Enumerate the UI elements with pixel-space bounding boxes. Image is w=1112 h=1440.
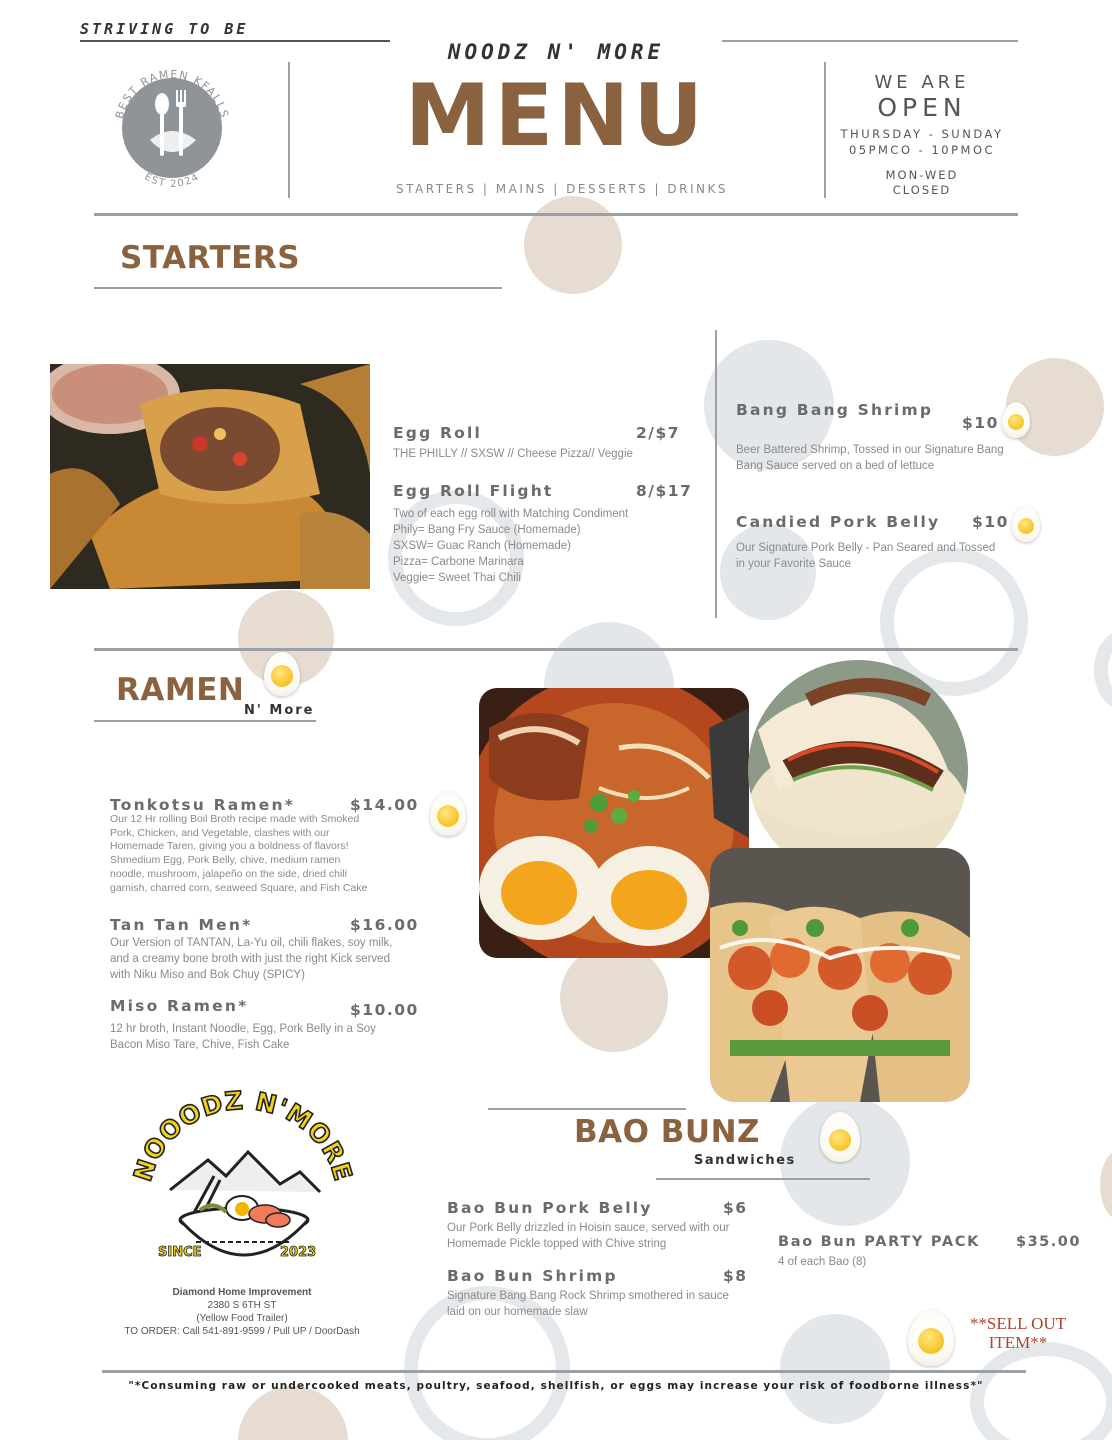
decor-circle bbox=[238, 1386, 348, 1440]
item-name: Egg Roll bbox=[393, 424, 482, 442]
badge-logo bbox=[100, 56, 244, 200]
item-desc: Beer Battered Shrimp, Tossed in our Signature Bang Bang Sauce served on a bed of lettuce bbox=[736, 444, 1004, 472]
ramen-underline bbox=[94, 720, 316, 722]
item-name: Bang Bang Shrimp bbox=[736, 401, 934, 419]
badge-svg bbox=[100, 56, 244, 200]
item-desc: 4 of each Bao (8) bbox=[778, 1256, 867, 1268]
egg-icon bbox=[908, 1310, 954, 1366]
item-price: $8 bbox=[723, 1267, 748, 1285]
item-desc: 12 hr broth, Instant Noodle, Egg, Pork Belly in a Soy Bacon Miso Tare, Chive, Fish Cake bbox=[110, 1023, 376, 1051]
ramen-title: RAMEN bbox=[116, 672, 245, 708]
egg-icon bbox=[1002, 402, 1030, 438]
disclaimer: "*Consuming raw or undercooked meats, poultry, seafood, shellfish, or eggs may increase your risk of foodborne illness*" bbox=[128, 1380, 984, 1392]
item-name: Bao Bun PARTY PACK bbox=[778, 1234, 981, 1250]
item-desc: Signature Bang Bang Rock Shrimp smothered in sauce laid on our homemade slaw bbox=[447, 1290, 729, 1318]
item-name: Bao Bun Shrimp bbox=[447, 1267, 618, 1285]
address-line: Diamond Home Improvement bbox=[172, 1287, 312, 1298]
brand-name: NOODZ N' MORE bbox=[447, 40, 665, 64]
bao-bottom-rule bbox=[656, 1178, 870, 1180]
item-price: $10 bbox=[962, 414, 999, 432]
decor-circle bbox=[780, 1314, 890, 1424]
closed-days: MON-WED bbox=[885, 168, 959, 182]
header-rule-right bbox=[722, 40, 1018, 42]
bao-top-rule bbox=[488, 1108, 686, 1110]
item-price: $10.00 bbox=[350, 1001, 419, 1019]
logo-text: NOOODZ N'MORE bbox=[130, 1085, 356, 1185]
tagline: STRIVING TO BE bbox=[80, 20, 249, 38]
starters-divider bbox=[715, 330, 717, 618]
item-price: $16.00 bbox=[350, 916, 419, 934]
open-text: OPEN bbox=[877, 93, 967, 122]
footer-rule bbox=[102, 1370, 1026, 1373]
sellout-line: ITEM** bbox=[988, 1333, 1048, 1352]
egg-icon bbox=[430, 792, 466, 836]
open-days: THURSDAY - SUNDAY bbox=[840, 127, 1004, 141]
menu-title: MENU bbox=[404, 66, 708, 166]
egg-icon bbox=[820, 1112, 860, 1162]
decor-circle bbox=[560, 944, 668, 1052]
item-price: $10 bbox=[972, 513, 1009, 531]
item-price: $35.00 bbox=[1016, 1234, 1081, 1250]
address-line: (Yellow Food Trailer) bbox=[196, 1313, 288, 1324]
ramen-subtitle: N' More bbox=[244, 703, 315, 718]
category-nav: STARTERS | MAINS | DESSERTS | DRINKS bbox=[396, 182, 728, 196]
item-name: Tan Tan Men* bbox=[110, 916, 253, 934]
ramen-photo bbox=[479, 688, 749, 958]
decor-circle bbox=[720, 524, 816, 620]
restaurant-logo bbox=[130, 1080, 356, 1286]
decor-ring bbox=[1094, 630, 1112, 710]
badge-bottom-text: EST 2024 bbox=[142, 171, 202, 190]
egg-icon bbox=[1012, 506, 1040, 542]
item-desc: Our Version of TANTAN, La-Yu oil, chili flakes, soy milk, and a creamy bone broth with just the right Kick served with Niku Miso and Bok Chuy (SPICY) bbox=[110, 937, 393, 981]
sellout-line: **SELL OUT bbox=[969, 1314, 1067, 1333]
item-desc: Our Signature Pork Belly - Pan Seared and Tossed in your Favorite Sauce bbox=[736, 542, 996, 570]
decor-circle bbox=[524, 196, 622, 294]
bao-subtitle: Sandwiches bbox=[694, 1153, 796, 1168]
badge-top-text: BEST RAMEN KFALLS bbox=[112, 67, 232, 121]
item-price: 2/$7 bbox=[636, 424, 681, 442]
header-rule-left bbox=[80, 40, 390, 42]
item-name: Bao Bun Pork Belly bbox=[447, 1199, 653, 1217]
item-price: 8/$17 bbox=[636, 482, 693, 500]
open-time: 05PMCO - 10PMOC bbox=[848, 143, 996, 157]
starters-underline bbox=[94, 287, 502, 289]
shrimp-bao-photo bbox=[710, 848, 970, 1102]
header-divider-right bbox=[824, 62, 826, 198]
address-block bbox=[100, 1286, 384, 1338]
address-line: 2380 S 6TH ST bbox=[207, 1300, 277, 1311]
header-bottom-rule bbox=[94, 213, 1018, 216]
we-are-text: WE ARE bbox=[874, 72, 970, 93]
item-desc: Two of each egg roll with Matching Condiment Phily= Bang Fry Sauce (Homemade) SXSW= Guac Ranch (Homemade) Pizza= Carbone Marinara Veggie= Sweet Thai Chili bbox=[393, 508, 629, 584]
starters-title: STARTERS bbox=[120, 240, 301, 276]
item-name: Miso Ramen* bbox=[110, 997, 249, 1015]
item-name: Candied Pork Belly bbox=[736, 513, 941, 531]
item-price: $6 bbox=[723, 1199, 748, 1217]
item-desc: Our Pork Belly drizzled in Hoisin sauce, served with our Homemade Pickle topped with Chive string bbox=[447, 1222, 730, 1250]
bao-photo bbox=[748, 660, 968, 880]
decor-circle bbox=[1100, 1150, 1112, 1220]
item-desc: Our 12 Hr rolling Boil Broth recipe made with Smoked Pork, Chicken, and Vegetable, clashes with our Homemade Taren, giving you a boldness of flavors! Shmedium Egg, Pork Belly, chive, medium ramen noodle, mushroom, jalapeño on the side, dried chili garnish, charred corn, seaweed Square, and Fish Cake bbox=[110, 813, 368, 894]
egg-icon bbox=[264, 652, 300, 696]
hours-block bbox=[832, 72, 1012, 198]
closed-text: CLOSED bbox=[892, 183, 952, 197]
egg-roll-photo bbox=[50, 364, 370, 589]
sellout-note bbox=[960, 1314, 1076, 1352]
ramen-top-rule bbox=[94, 648, 1018, 651]
logo-year: 2023 bbox=[280, 1245, 317, 1260]
item-desc: THE PHILLY // SXSW // Cheese Pizza// Veggie bbox=[393, 448, 633, 460]
item-name: Egg Roll Flight bbox=[393, 482, 554, 500]
item-price: $14.00 bbox=[350, 796, 419, 814]
item-name: Tonkotsu Ramen* bbox=[110, 796, 296, 814]
logo-since: SINCE bbox=[158, 1245, 202, 1260]
order-line: TO ORDER: Call 541-891-9599 / Pull UP / DoorDash bbox=[124, 1326, 360, 1337]
bao-title: BAO BUNZ bbox=[574, 1114, 760, 1150]
header-divider-left bbox=[288, 62, 290, 198]
